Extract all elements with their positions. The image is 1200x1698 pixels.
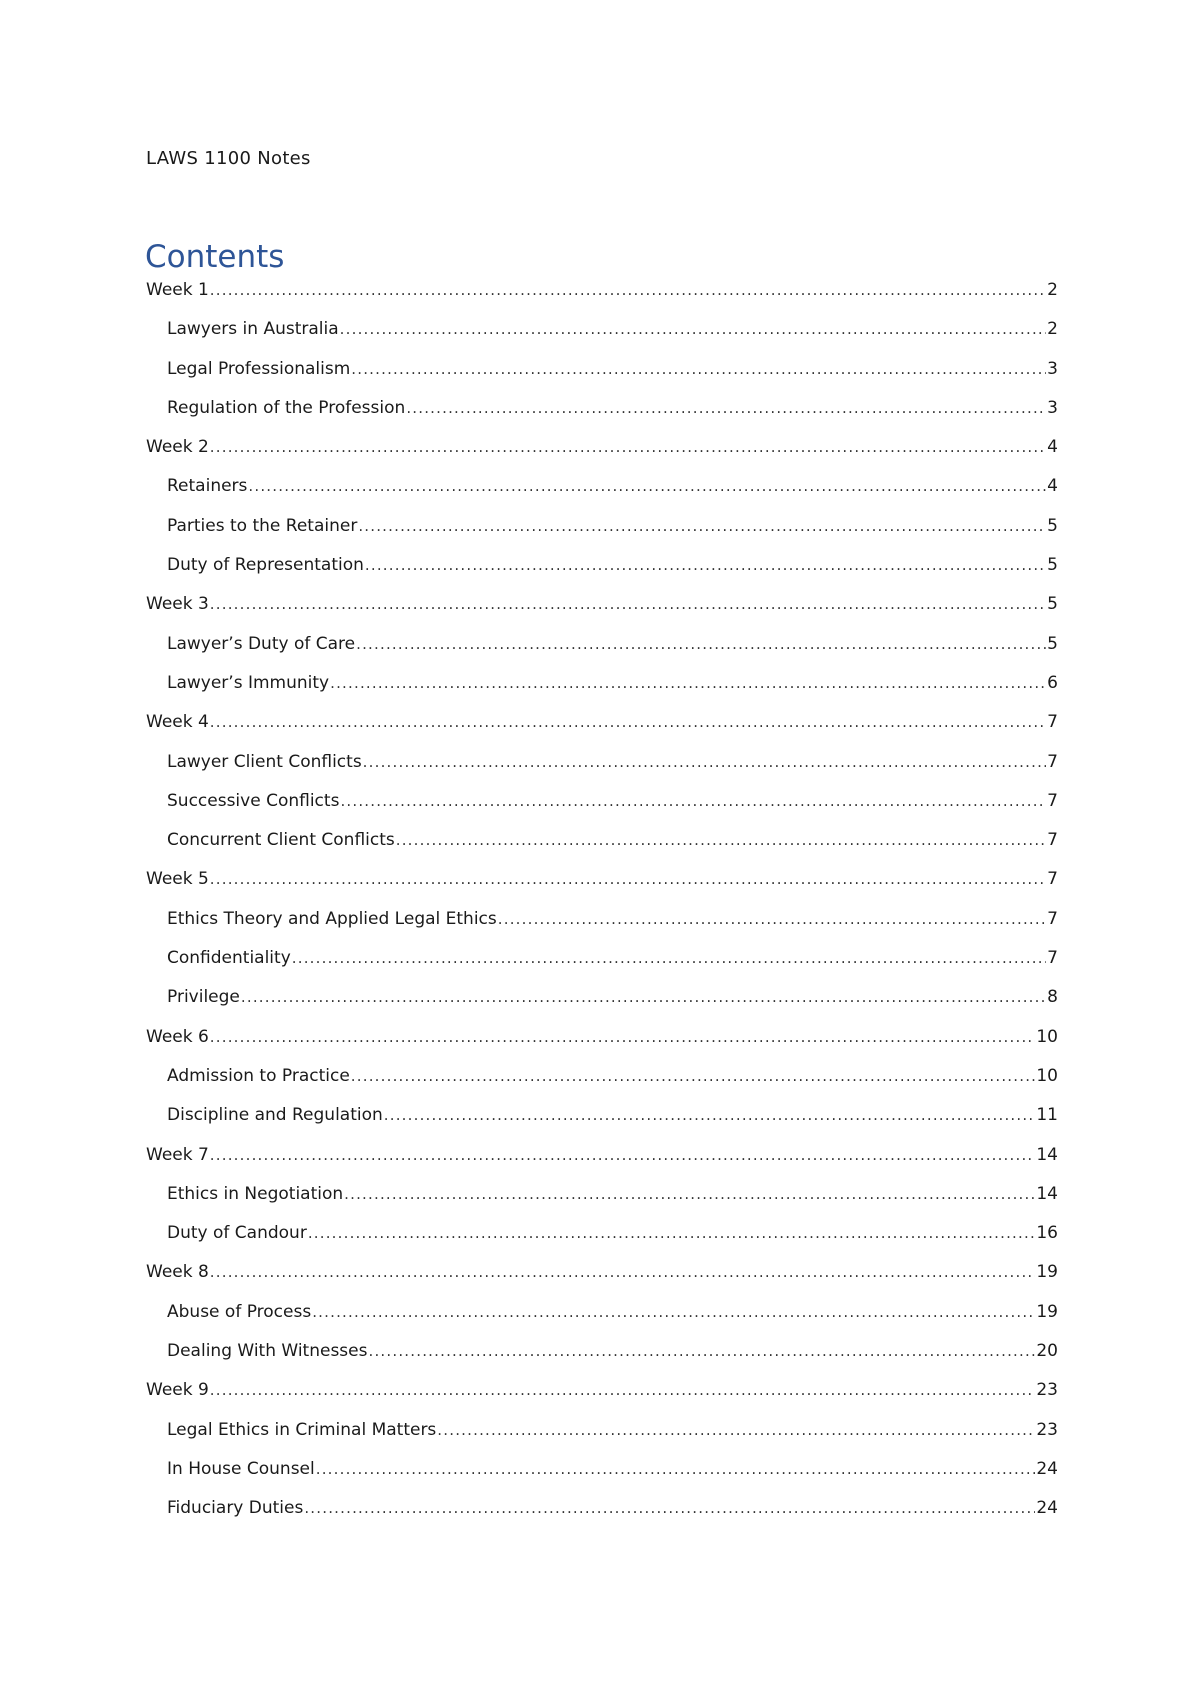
toc-entry-page-number: 3 bbox=[1047, 358, 1058, 379]
toc-entry-topic[interactable] bbox=[146, 790, 1058, 829]
toc-dot-leader bbox=[210, 1379, 1036, 1401]
toc-dot-leader bbox=[308, 1222, 1036, 1244]
toc-entry-page-number: 2 bbox=[1047, 319, 1058, 340]
toc-dot-leader bbox=[437, 1419, 1035, 1441]
toc-dot-leader bbox=[210, 279, 1046, 301]
toc-entry-label: Dealing With Witnesses bbox=[167, 1341, 368, 1362]
toc-entry-page-number: 7 bbox=[1047, 790, 1058, 811]
toc-dot-leader bbox=[304, 1497, 1035, 1519]
toc-dot-leader bbox=[363, 751, 1047, 773]
toc-entry-page-number: 4 bbox=[1047, 476, 1058, 497]
toc-entry-topic[interactable] bbox=[146, 1497, 1058, 1536]
toc-entry-page-number: 5 bbox=[1047, 594, 1058, 615]
toc-entry-label: Week 1 bbox=[146, 280, 209, 300]
toc-dot-leader bbox=[340, 790, 1046, 812]
toc-entry-week[interactable] bbox=[146, 1379, 1058, 1418]
toc-entry-label: Abuse of Process bbox=[167, 1301, 312, 1322]
toc-entry-page-number: 20 bbox=[1036, 1341, 1058, 1362]
toc-dot-leader bbox=[330, 672, 1046, 694]
toc-entry-label: Duty of Representation bbox=[167, 555, 364, 576]
toc-entry-label: Lawyer’s Immunity bbox=[167, 672, 330, 693]
toc-entry-label: Concurrent Client Conflicts bbox=[167, 830, 395, 851]
toc-entry-label: Week 8 bbox=[146, 1262, 209, 1283]
toc-entry-label: Ethics in Negotiation bbox=[167, 1183, 344, 1204]
toc-entry-topic[interactable] bbox=[146, 358, 1058, 397]
toc-entry-label: Lawyer Client Conflicts bbox=[167, 751, 362, 772]
toc-entry-topic[interactable] bbox=[146, 1340, 1058, 1379]
toc-entry-page-number: 10 bbox=[1036, 1026, 1058, 1047]
toc-entry-page-number: 8 bbox=[1047, 987, 1058, 1008]
toc-entry-label: In House Counsel bbox=[167, 1458, 315, 1479]
toc-entry-label: Parties to the Retainer bbox=[167, 515, 358, 536]
toc-entry-label: Fiduciary Duties bbox=[167, 1498, 304, 1519]
toc-entry-topic[interactable] bbox=[146, 633, 1058, 672]
toc-entry-label: Week 3 bbox=[146, 594, 209, 615]
toc-entry-label: Ethics Theory and Applied Legal Ethics bbox=[167, 908, 497, 929]
toc-dot-leader bbox=[312, 1301, 1035, 1323]
toc-entry-topic[interactable] bbox=[146, 1419, 1058, 1458]
toc-dot-leader bbox=[384, 1104, 1036, 1126]
toc-entry-page-number: 5 bbox=[1047, 633, 1058, 654]
toc-entry-week[interactable] bbox=[146, 711, 1058, 750]
toc-dot-leader bbox=[210, 868, 1046, 890]
toc-entry-label: Admission to Practice bbox=[167, 1065, 350, 1086]
toc-entry-label: Lawyer’s Duty of Care bbox=[167, 633, 356, 654]
toc-entry-page-number: 7 bbox=[1047, 869, 1058, 890]
toc-entry-page-number: 24 bbox=[1036, 1458, 1058, 1479]
toc-entry-page-number: 23 bbox=[1036, 1419, 1058, 1440]
toc-entry-topic[interactable] bbox=[146, 1065, 1058, 1104]
toc-entry-label: Week 5 bbox=[146, 869, 209, 890]
toc-entry-page-number: 14 bbox=[1036, 1144, 1058, 1165]
toc-entry-label: Successive Conflicts bbox=[167, 790, 340, 811]
toc-entry-topic[interactable] bbox=[146, 947, 1058, 986]
toc-entry-topic[interactable] bbox=[146, 1222, 1058, 1261]
toc-entry-week[interactable] bbox=[146, 1261, 1058, 1300]
toc-entry-label: Legal Ethics in Criminal Matters bbox=[167, 1419, 437, 1440]
toc-entry-label: Regulation of the Profession bbox=[167, 397, 406, 418]
toc-dot-leader bbox=[210, 711, 1046, 733]
toc-dot-leader bbox=[351, 358, 1046, 380]
toc-dot-leader bbox=[344, 1183, 1035, 1205]
toc-entry-label: Confidentiality bbox=[167, 948, 291, 969]
toc-dot-leader bbox=[365, 554, 1046, 576]
toc-entry-label: Lawyers in Australia bbox=[167, 319, 339, 340]
toc-entry-topic[interactable] bbox=[146, 829, 1058, 868]
toc-entry-label: Week 4 bbox=[146, 712, 209, 733]
toc-entry-page-number: 5 bbox=[1047, 515, 1058, 536]
toc-entry-topic[interactable] bbox=[146, 1104, 1058, 1143]
toc-entry-page-number: 4 bbox=[1047, 437, 1058, 458]
toc-entry-page-number: 7 bbox=[1047, 948, 1058, 969]
toc-entry-label: Week 6 bbox=[146, 1026, 209, 1047]
toc-entry-topic[interactable] bbox=[146, 908, 1058, 947]
toc-entry-page-number: 5 bbox=[1047, 555, 1058, 576]
toc-entry-label: Legal Professionalism bbox=[167, 358, 351, 379]
toc-entry-page-number: 11 bbox=[1036, 1105, 1058, 1126]
toc-dot-leader bbox=[210, 1261, 1036, 1283]
toc-entry-page-number: 19 bbox=[1036, 1301, 1058, 1322]
toc-entry-page-number: 23 bbox=[1036, 1380, 1058, 1401]
toc-entry-page-number: 24 bbox=[1036, 1498, 1058, 1519]
toc-dot-leader bbox=[396, 829, 1046, 851]
toc-entry-page-number: 14 bbox=[1036, 1183, 1058, 1204]
toc-entry-week[interactable] bbox=[146, 593, 1058, 632]
toc-entry-label: Privilege bbox=[167, 987, 240, 1008]
toc-entry-topic[interactable] bbox=[146, 515, 1058, 554]
toc-dot-leader bbox=[351, 1065, 1036, 1087]
toc-entry-topic[interactable] bbox=[146, 475, 1058, 514]
toc-entry-page-number: 16 bbox=[1036, 1223, 1058, 1244]
toc-dot-leader bbox=[210, 1144, 1036, 1166]
toc-entry-page-number: 7 bbox=[1047, 830, 1058, 851]
toc-entry-week[interactable] bbox=[146, 1026, 1058, 1065]
toc-entry-page-number: 6 bbox=[1047, 672, 1058, 693]
toc-entry-page-number: 10 bbox=[1036, 1065, 1058, 1086]
toc-entry-label: Duty of Candour bbox=[167, 1223, 307, 1244]
toc-dot-leader bbox=[248, 475, 1046, 497]
toc-entry-week[interactable] bbox=[146, 279, 1058, 318]
toc-entry-topic[interactable] bbox=[146, 1301, 1058, 1340]
toc-entry-topic[interactable] bbox=[146, 318, 1058, 357]
toc-dot-leader bbox=[241, 986, 1046, 1008]
toc-dot-leader bbox=[356, 633, 1046, 655]
toc-heading: Contents bbox=[145, 239, 285, 275]
toc-dot-leader bbox=[292, 947, 1046, 969]
toc-entry-topic[interactable] bbox=[146, 751, 1058, 790]
toc-entry-topic[interactable] bbox=[146, 397, 1058, 436]
toc-entry-page-number: 2 bbox=[1047, 280, 1058, 300]
toc-entry-page-number: 7 bbox=[1047, 712, 1058, 733]
toc-dot-leader bbox=[316, 1458, 1036, 1480]
toc-entry-label: Week 9 bbox=[146, 1380, 209, 1401]
toc-dot-leader bbox=[210, 1026, 1036, 1048]
toc-dot-leader bbox=[406, 397, 1046, 419]
document-header: LAWS 1100 Notes bbox=[146, 148, 311, 169]
toc-entry-page-number: 7 bbox=[1047, 751, 1058, 772]
toc-entry-page-number: 3 bbox=[1047, 397, 1058, 418]
toc-dot-leader bbox=[358, 515, 1046, 537]
toc-dot-leader bbox=[498, 908, 1046, 930]
toc-entry-week[interactable] bbox=[146, 868, 1058, 907]
toc-dot-leader bbox=[210, 593, 1046, 615]
toc-entry-topic[interactable] bbox=[146, 1458, 1058, 1497]
toc-dot-leader bbox=[340, 318, 1047, 340]
toc-entry-week[interactable] bbox=[146, 1144, 1058, 1183]
toc-entry-topic[interactable] bbox=[146, 672, 1058, 711]
toc-entry-page-number: 7 bbox=[1047, 908, 1058, 929]
toc-dot-leader bbox=[368, 1340, 1035, 1362]
toc-entry-topic[interactable] bbox=[146, 554, 1058, 593]
toc-entry-week[interactable] bbox=[146, 436, 1058, 475]
toc-entry-label: Retainers bbox=[167, 476, 248, 497]
toc-entry-label: Week 7 bbox=[146, 1144, 209, 1165]
toc-entry-topic[interactable] bbox=[146, 1183, 1058, 1222]
toc-entry-topic[interactable] bbox=[146, 986, 1058, 1025]
toc-entry-page-number: 19 bbox=[1036, 1262, 1058, 1283]
toc-entry-label: Week 2 bbox=[146, 437, 209, 458]
toc-dot-leader bbox=[210, 436, 1046, 458]
toc-entry-label: Discipline and Regulation bbox=[167, 1105, 383, 1126]
table-of-contents bbox=[146, 279, 1058, 1537]
